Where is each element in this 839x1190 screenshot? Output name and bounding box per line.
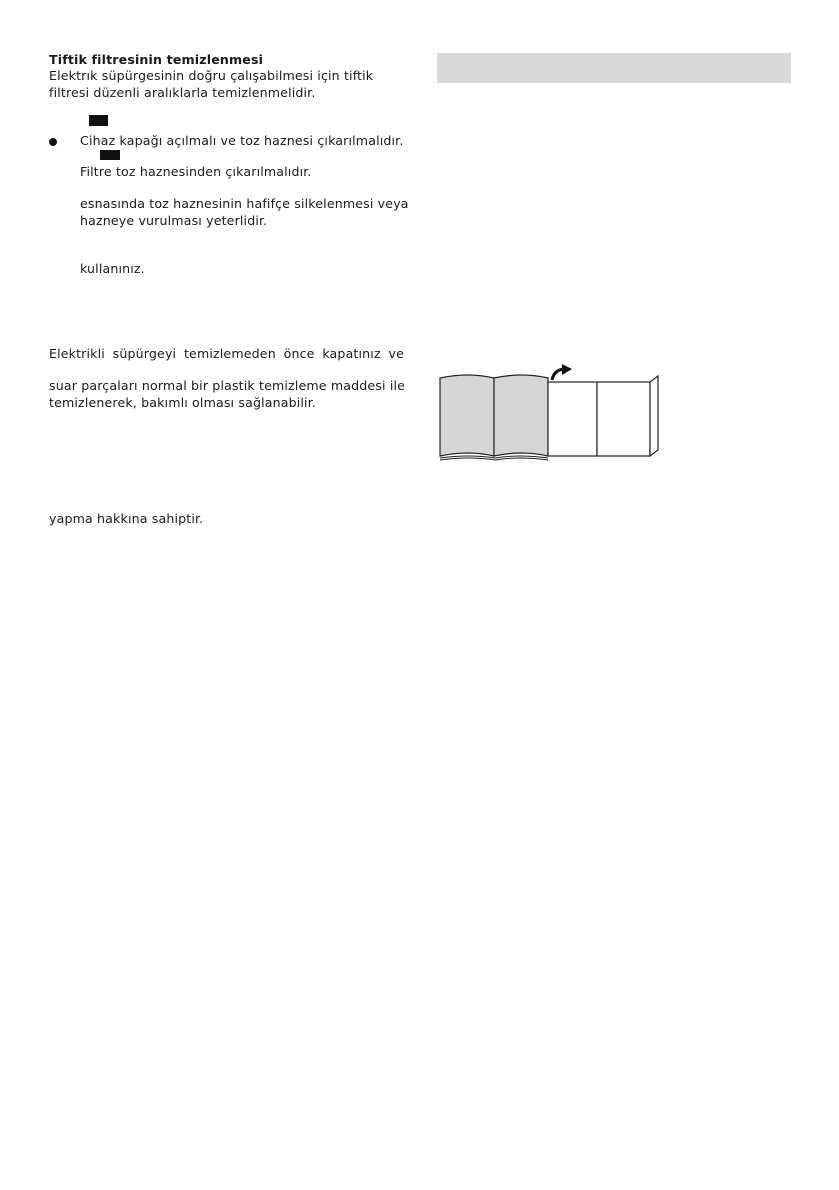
- section-heading: Tiftik filtresinin temizlenmesi: [49, 52, 264, 67]
- intro-line-2: filtresi düzenli aralıklarla temizlenmelidir.: [49, 85, 316, 100]
- step-shake-line-1: esnasında toz haznesinin hafifçe silkelenmesi veya: [80, 196, 409, 211]
- rights-text: yapma hakkına sahiptir.: [49, 511, 204, 526]
- section-header-bar: [437, 53, 791, 83]
- fold-out-booklet-icon: [438, 364, 664, 464]
- step-shake-line-2: hazneye vurulması yeterlidir.: [80, 213, 268, 228]
- step-use: kullanınız.: [80, 261, 145, 276]
- care-line-1: Elektrikli süpürgeyi temizlemeden önce kapatınız ve: [49, 346, 404, 361]
- intro-line-1: Elektrık süpürgesinin doğru çalışabilmesi için tiftik: [49, 68, 374, 83]
- redaction-box: [89, 115, 108, 126]
- redaction-box: [100, 150, 120, 160]
- step-open-cover: Cihaz kapağı açılmalı ve toz haznesi çıkarılmalıdır.: [80, 133, 404, 148]
- care-line-3: temizlenerek, bakımlı olması sağlanabilir.: [49, 395, 317, 410]
- step-remove-filter: Filtre toz haznesinden çıkarılmalıdır.: [80, 164, 312, 179]
- care-line-2: suar parçaları normal bir plastik temizleme maddesi ile: [49, 378, 406, 393]
- bullet-icon: [49, 138, 57, 146]
